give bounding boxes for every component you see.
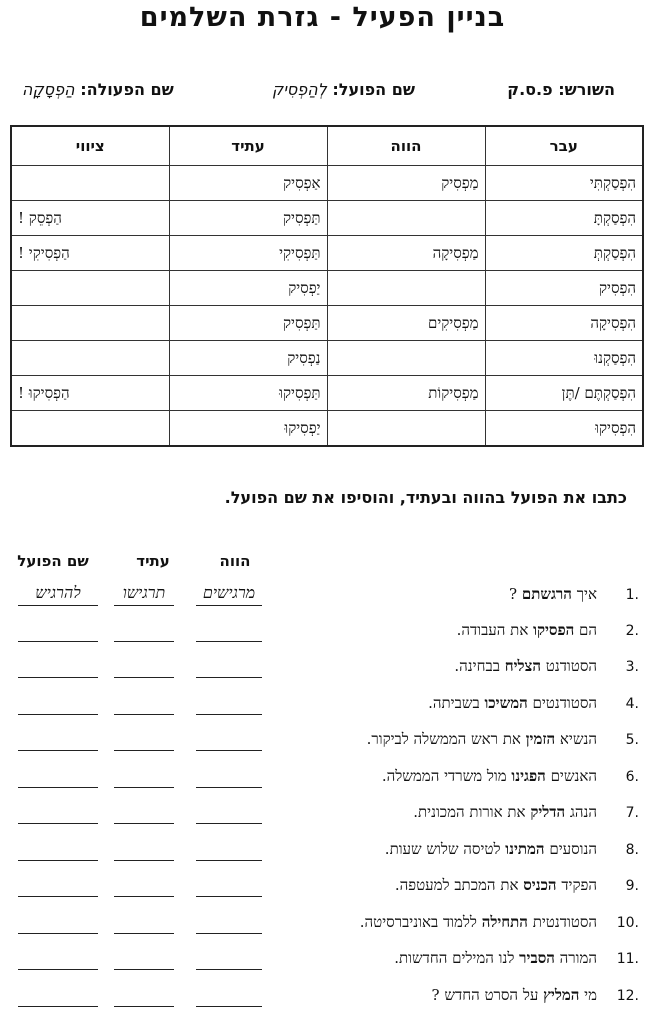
cell-imperative: הַפְסִיקוּ ! — [11, 376, 169, 411]
cell-imperative — [11, 411, 169, 447]
header-present: הווה — [327, 126, 485, 166]
cell-present — [327, 271, 485, 306]
sentence-start: הנשיא — [555, 730, 597, 748]
sentence-start: איך — [571, 585, 597, 603]
sentence-verb: הדליק — [530, 803, 566, 821]
sentence-start: מי — [579, 986, 597, 1004]
present-answer-blank[interactable] — [196, 787, 262, 788]
future-answer-blank[interactable] — [114, 969, 174, 970]
infinitive-answer-blank[interactable] — [18, 823, 98, 824]
action-noun-field — [22, 80, 174, 99]
item-number: 1. — [625, 587, 639, 603]
exercise-item — [0, 692, 645, 722]
action-noun-value: הַפְסָקָה — [22, 80, 75, 99]
infinitive-answer-blank[interactable] — [18, 896, 98, 897]
sentence-verb: הזמין — [525, 730, 556, 748]
infinitive-field — [272, 80, 415, 99]
present-answer-blank[interactable] — [196, 823, 262, 824]
sentence-verb: הפסיקו — [533, 621, 575, 639]
cell-present: מַפְסִיקָה — [327, 236, 485, 271]
infinitive-answer-blank[interactable] — [18, 677, 98, 678]
root-label: השורש: — [558, 80, 615, 99]
cell-past: הִפְסַקְתֶּם /תֶּן — [485, 376, 643, 411]
cell-imperative — [11, 341, 169, 376]
exercise-item — [0, 911, 645, 941]
conjugation-table — [10, 125, 644, 447]
cell-future: תַּפְסִיקִי — [169, 236, 327, 271]
table-row — [11, 341, 643, 376]
sentence-verb: הכניס — [523, 876, 557, 894]
exercise-item — [0, 728, 645, 758]
infinitive-value: לְהַפְסִיק — [271, 80, 327, 99]
item-number: 5. — [625, 732, 639, 748]
cell-future: יַפְסִיקוּ — [169, 411, 327, 447]
item-sentence — [413, 803, 597, 822]
item-number: 10. — [616, 915, 639, 931]
present-answer-blank[interactable] — [196, 1006, 262, 1007]
sentence-end: ללמוד באוניברסיטה. — [359, 913, 482, 931]
item-number: 11. — [616, 951, 639, 967]
present-answer-blank[interactable] — [196, 750, 262, 751]
item-sentence — [367, 730, 597, 749]
exercise-item — [0, 765, 645, 795]
table-row — [11, 166, 643, 201]
sentence-end: מול משרדי הממשלה. — [381, 767, 512, 785]
sentence-start: הסטודנטים — [527, 694, 597, 712]
table-row — [11, 271, 643, 306]
sentence-verb: המתינו — [505, 840, 545, 858]
present-answer-blank[interactable] — [196, 896, 262, 897]
future-answer-blank[interactable] — [114, 896, 174, 897]
future-answer-blank[interactable] — [114, 641, 174, 642]
infinitive-answer-blank[interactable] — [18, 583, 98, 606]
sentence-end: את העבודה. — [456, 621, 534, 639]
sentence-verb: הסביר — [519, 949, 555, 967]
exercise-item — [0, 838, 645, 868]
future-answer-blank[interactable] — [114, 677, 174, 678]
item-sentence — [360, 913, 597, 932]
sentence-verb: המשיכו — [484, 694, 528, 712]
cell-past: הִפְסִיקוּ — [485, 411, 643, 447]
cell-present: מַפְסִיק — [327, 166, 485, 201]
header-future: עתיד — [169, 126, 327, 166]
table-row — [11, 306, 643, 341]
cell-present: מַפְסִיקוֹת — [327, 376, 485, 411]
cell-present — [327, 411, 485, 447]
exercise-item — [0, 947, 645, 977]
sentence-verb: התחילה — [481, 913, 528, 931]
item-sentence — [382, 767, 597, 786]
sentence-start: הנוסעים — [544, 840, 597, 858]
future-answer-blank[interactable] — [114, 860, 174, 861]
sentence-start: הם — [574, 621, 597, 639]
cell-present — [327, 201, 485, 236]
item-number: 8. — [625, 842, 639, 858]
infinitive-answer-blank[interactable] — [18, 641, 98, 642]
item-sentence — [432, 986, 597, 1005]
future-answer-blank[interactable] — [114, 750, 174, 751]
exercise-item — [0, 619, 645, 649]
sentence-end: לטיסה שלוש שעות. — [384, 840, 506, 858]
item-sentence — [395, 876, 597, 895]
item-sentence — [454, 657, 597, 676]
exercise-item — [0, 655, 645, 685]
table-row — [11, 236, 643, 271]
sentence-verb: המליץ — [543, 986, 580, 1004]
item-number: 7. — [625, 805, 639, 821]
cell-imperative: הַפְסֵק ! — [11, 201, 169, 236]
action-noun-label: שם הפעולה: — [80, 80, 174, 99]
infinitive-answer: להרגיש — [35, 583, 81, 602]
exercise-item — [0, 583, 645, 613]
root-field — [507, 80, 615, 99]
sentence-start: הנהג — [565, 803, 597, 821]
future-answer-blank[interactable] — [114, 714, 174, 715]
sentence-end: בשביתה. — [428, 694, 485, 712]
table-row — [11, 201, 643, 236]
present-answer-blank[interactable] — [196, 860, 262, 861]
sentence-end: את ראש הממשלה לביקור. — [366, 730, 526, 748]
column-header-present: הווה — [219, 552, 251, 570]
sentence-end: את המכתב למעטפה. — [394, 876, 524, 894]
item-number: 3. — [625, 659, 639, 675]
header-imperative: ציווי — [11, 126, 169, 166]
future-answer-blank[interactable] — [114, 1006, 174, 1007]
item-sentence — [385, 840, 597, 859]
sentence-verb: הרגשתם — [521, 585, 572, 603]
cell-future: תַּפְסִיק — [169, 201, 327, 236]
root-value: פ.ס.ק — [507, 80, 553, 99]
cell-past: הִפְסַקְתְּ — [485, 236, 643, 271]
future-answer: תרגישו — [122, 583, 166, 602]
cell-imperative — [11, 271, 169, 306]
sentence-end: את אורות המכונית. — [413, 803, 531, 821]
item-sentence — [509, 585, 597, 604]
present-answer-blank[interactable] — [196, 677, 262, 678]
sentence-start: המורה — [554, 949, 597, 967]
column-header-future: עתיד — [136, 552, 170, 570]
sentence-verb: הפגינו — [511, 767, 546, 785]
table-header-row — [11, 126, 643, 166]
present-answer: מרגישים — [202, 583, 256, 602]
item-number: 4. — [625, 696, 639, 712]
present-answer-blank[interactable] — [196, 583, 262, 606]
item-sentence — [457, 621, 597, 640]
future-answer-blank[interactable] — [114, 823, 174, 824]
infinitive-answer-blank[interactable] — [18, 750, 98, 751]
infinitive-answer-blank[interactable] — [18, 787, 98, 788]
sentence-start: הסטודנטית — [527, 913, 597, 931]
cell-future: תַּפְסִיק — [169, 306, 327, 341]
cell-past: הִפְסִיקָה — [485, 306, 643, 341]
present-answer-blank[interactable] — [196, 714, 262, 715]
item-number: 12. — [616, 988, 639, 1004]
sentence-verb: הצליח — [504, 657, 542, 675]
present-answer-blank[interactable] — [196, 933, 262, 934]
item-sentence — [428, 694, 597, 713]
sentence-start: הסטודנט — [541, 657, 597, 675]
table-row — [11, 411, 643, 447]
infinitive-answer-blank[interactable] — [18, 714, 98, 715]
item-sentence — [394, 949, 597, 968]
sentence-end: ? — [509, 585, 522, 603]
cell-past: הִפְסַקְתִּי — [485, 166, 643, 201]
cell-present: מַפְסִיקִים — [327, 306, 485, 341]
cell-future: תַּפְסִיקוּ — [169, 376, 327, 411]
infinitive-label: שם הפועל: — [332, 80, 415, 99]
cell-past: הִפְסַקְנוּ — [485, 341, 643, 376]
infinitive-answer-blank[interactable] — [18, 969, 98, 970]
exercise-instruction: כתבו את הפועל בהווה ובעתיד, והוסיפו את שם הפועל. — [224, 488, 627, 507]
infinitive-answer-blank[interactable] — [18, 860, 98, 861]
exercise-item — [0, 984, 645, 1014]
sentence-start: הפקיד — [556, 876, 597, 894]
cell-past: הִפְסִיק — [485, 271, 643, 306]
infinitive-answer-blank[interactable] — [18, 933, 98, 934]
sentence-end: על הסרט החדש ? — [431, 986, 544, 1004]
future-answer-blank[interactable] — [114, 787, 174, 788]
cell-imperative: הַפְסִיקִי ! — [11, 236, 169, 271]
sentence-start: האנשים — [545, 767, 597, 785]
page-title: בניין הפעיל - גזרת השלמים — [139, 2, 506, 33]
column-header-infinitive: שם הפועל — [17, 552, 89, 570]
item-number: 9. — [625, 878, 639, 894]
sentence-end: בבחינה. — [454, 657, 505, 675]
table-row — [11, 376, 643, 411]
future-answer-blank[interactable] — [114, 933, 174, 934]
cell-imperative — [11, 166, 169, 201]
cell-future: נַפְסִיק — [169, 341, 327, 376]
present-answer-blank[interactable] — [196, 641, 262, 642]
item-number: 2. — [625, 623, 639, 639]
exercise-item — [0, 801, 645, 831]
cell-past: הִפְסַקְתָּ — [485, 201, 643, 236]
item-number: 6. — [625, 769, 639, 785]
infinitive-answer-blank[interactable] — [18, 1006, 98, 1007]
cell-imperative — [11, 306, 169, 341]
present-answer-blank[interactable] — [196, 969, 262, 970]
exercise-item — [0, 874, 645, 904]
cell-future: יַפְסִיק — [169, 271, 327, 306]
sentence-end: לנו המילים החדשות. — [394, 949, 520, 967]
header-past: עבר — [485, 126, 643, 166]
cell-future: אַפְסִיק — [169, 166, 327, 201]
cell-present — [327, 341, 485, 376]
future-answer-blank[interactable] — [114, 583, 174, 606]
